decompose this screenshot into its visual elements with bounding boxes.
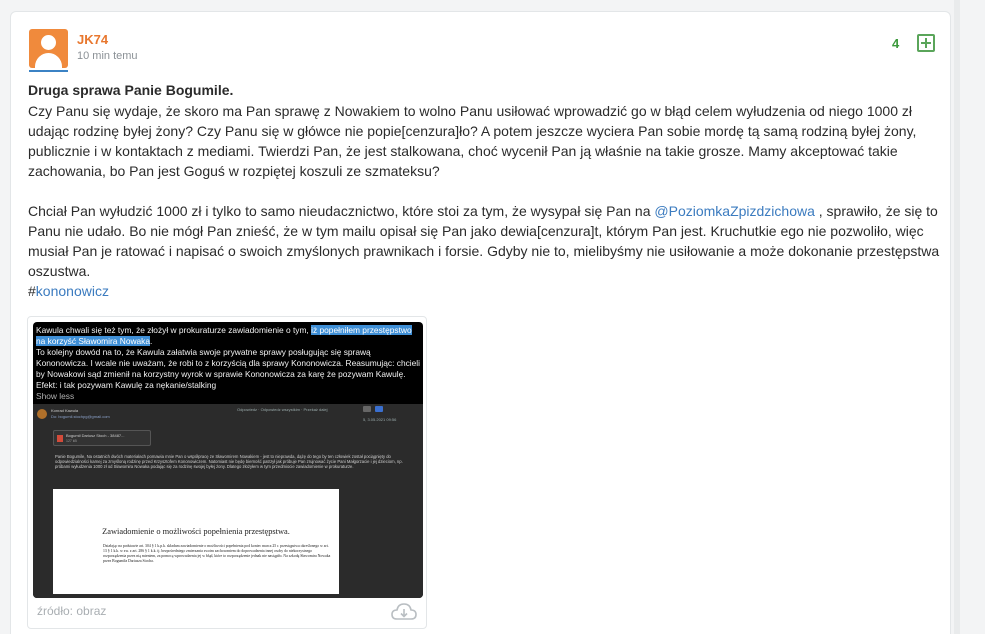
upvote-plus-icon[interactable] — [917, 34, 935, 52]
caption-line-1-end: . — [150, 336, 153, 346]
post-body — [28, 101, 943, 301]
email-avatar-icon — [37, 409, 47, 419]
notice-document — [53, 489, 339, 594]
email-attachment — [53, 430, 151, 446]
comment-card — [10, 11, 951, 634]
show-less-link: Show less — [36, 391, 75, 401]
post-paragraph-1: Czy Panu się wydaje, że skoro ma Pan sprawę z Nowakiem to wolno Panu usiłować wprowadzić go w błąd celem wyłudzenia od niego 1000 zł udając rodzinę byłej żony? Czy Panu się w główce nie popie[cenzura]ło? A potem jeszcze wyciera Pan sobie mordę tą samą rodziną byłej żony, publicznie i w kontaktach z mediami. Twierdzi Pan, że jest stalkowana, choć wycenił Pan ją właśnie na takie grosze. Mamy akceptować takie zachowania, bo Pan jest Goguś w rozpiętej koszuli ze szmateksu? — [28, 103, 917, 179]
email-date: 5, 3.05.2021 09:56 — [363, 417, 397, 422]
cloud-download-icon[interactable] — [391, 602, 417, 622]
page-margin — [960, 0, 985, 634]
avatar-body-shape — [35, 53, 62, 68]
screenshot-caption — [36, 325, 421, 402]
caption-highlight: iż popełniłem przestępstwo na korzyść Sławomira Nowaka — [36, 325, 412, 346]
image-source: źródło: obraz — [37, 604, 107, 618]
attachment-name: Bogumił Dariusz Stoch - 38487... — [66, 433, 125, 438]
email-sender: Konrad Kawula — [51, 408, 79, 413]
caption-line-1: Kawula chwali się też tym, że złożył w prokuraturze zawiadomienie o tym, — [36, 325, 312, 335]
vote-count: 4 — [892, 36, 900, 51]
embedded-screenshot[interactable] — [33, 322, 423, 598]
avatar-head-shape — [41, 35, 56, 50]
document-text: Działając na podstawie art. 304 § 1 k.p.k. składam zawiadomienie o możliwości popełnienia pod koniec marca 25 r. przestępstwa określonego w art. 13 § 1 k.k. w zw. z art. 286 § 1 k.k. tj. bezpośredniego zmierzania swoim zachowaniem do doprowadzenia innej osoby do niekorzystnego rozporządzenia przez nią mieniem, za pomocą wprowadzenia jej w błąd, które to rozporządzenie jednak nie nastąpiło. Na szkodę Sławomira Nowaka przez Bogumiła Dariusza Stocha. — [103, 544, 331, 564]
avatar[interactable] — [29, 29, 68, 68]
post-title: Druga sprawa Panie Bogumile. — [28, 82, 234, 98]
email-recipient: Do: bogumil.stochpg@gmail.com — [51, 414, 110, 419]
embedded-image-card — [27, 316, 427, 629]
hash-symbol: # — [28, 283, 36, 299]
email-body: Panie Bogumile, Na ostatnich dwóch materiałach pomawia mnie Pan o współpracę ze Sławomirem Nowakiem - jest to nieprawda, dążę do tego by ten człowiek został pociągnięty do odpowiedzialności karnej za zmyśloną rodzinę przed Krzysztofem Kononowiczem. Natomiast nie będę bierność patrzył jak próbuje Pan zrujnować życie Pani Małgorzacie i jej dzieciom, np. próbami wyłudzenia 1000 zł od Sławomira Nowaka podając się za rodzinę swojej byłej żony. Dlatego złożyłem w tym przedmiocie zawiadomienie w prokuraturze. — [55, 454, 403, 469]
tag-line — [28, 281, 943, 301]
attachment-size: 127 kB — [66, 439, 77, 443]
pdf-icon — [57, 435, 63, 442]
paragraph-2-start: Chciał Pan wyłudzić 1000 zł i tylko to samo nieudacznictwo, które stoi za tym, że wysypał się Pan na — [28, 203, 655, 219]
email-menu-icon — [363, 406, 371, 412]
post-time[interactable]: 10 min temu — [77, 50, 138, 62]
mention-link[interactable]: @PoziomkaZpizdzichowa — [654, 203, 815, 219]
email-app-icon — [375, 406, 383, 412]
caption-line-2: To kolejny dowód na to, że Kawula załatwia swoje prywatne sprawy posługując się sprawą Kononowicza. I wcale nie uważam, że robi to z korzyścią dla sprawy Kononowicza. Reasumując: chcieli by Nowakowi sąd zmienił na korzystny wyrok w sprawie Kononowicza za karę że pozywam Kawulę. Efekt: i tak pozywam Kawulę za nękanie/stalking — [36, 347, 421, 390]
avatar-underline — [29, 70, 68, 72]
tag-link[interactable]: kononowicz — [35, 283, 109, 299]
email-actions: Odpowiedz · Odpowiedz wszystkim · Przekaż dalej — [237, 407, 328, 412]
document-title: Zawiadomienie o możliwości popełnienia przestępstwa. — [102, 527, 290, 536]
paragraph-2-end: , sprawiło, że się to Panu nie udało. Bo nie mógł Pan znieść, że w tym mailu opisał się Pan jako dewia[cenzura]t, którym Pan jest. Kruchutkie ego nie pozwoliło, więc musiał Pan je ratować i napisać o swoich zmyślonych prawnikach i forsie. Gdyby nie to, mielibyśmy nie usiłowanie a może dokonanie przestępstwa oszustwa. — [28, 203, 940, 279]
author-name[interactable]: JK74 — [77, 32, 109, 47]
email-screenshot — [33, 404, 423, 598]
post-paragraph-2 — [28, 201, 943, 281]
